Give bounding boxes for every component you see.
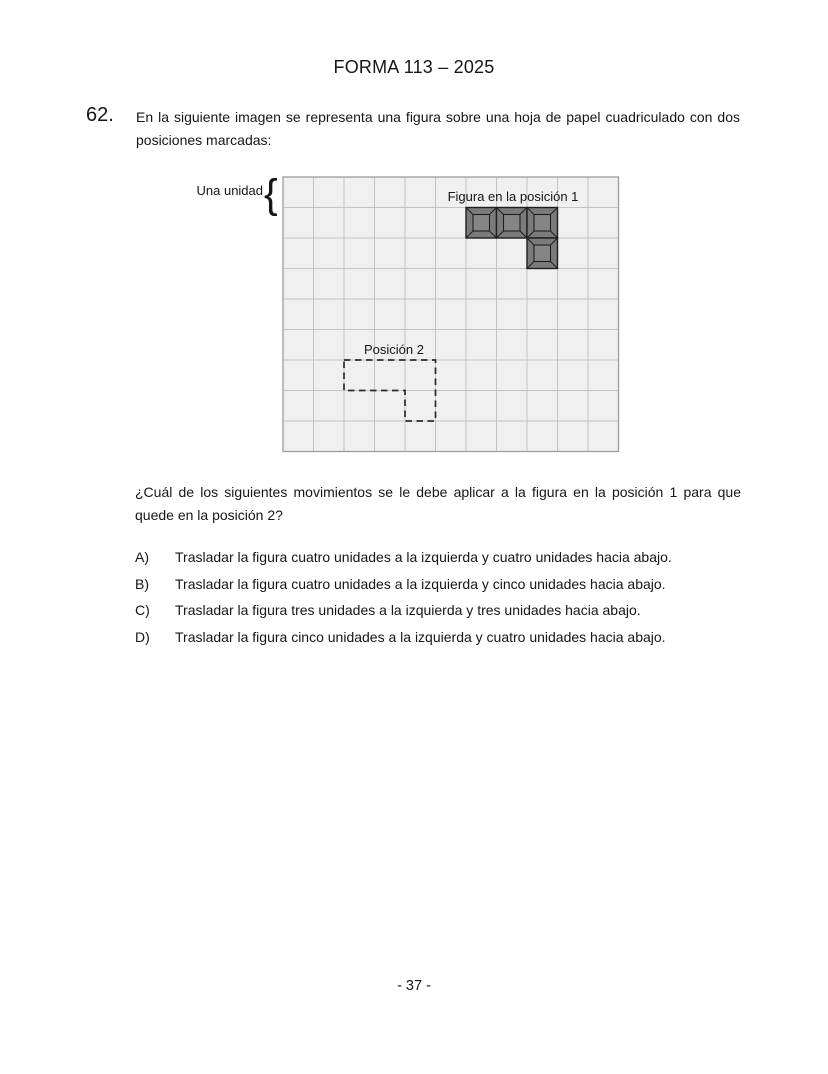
figure-cell-inner bbox=[504, 215, 521, 232]
unit-brace-glyph: { bbox=[264, 170, 278, 217]
option-b-text: Trasladar la figura cuatro unidades a la izquierda y cinco unidades hacia abajo. bbox=[175, 575, 666, 592]
unit-label: Una unidad bbox=[196, 183, 263, 198]
question-prompt: ¿Cuál de los siguientes movimientos se le debe aplicar a la figura en la posición 1 para que quede en la posición 2? bbox=[135, 484, 741, 523]
option-c-text: Trasladar la figura tres unidades a la izquierda y tres unidades hacia abajo. bbox=[175, 602, 641, 618]
option-c bbox=[135, 600, 741, 622]
figure1-label: Figura en la posición 1 bbox=[447, 189, 579, 204]
grid-diagram bbox=[185, 170, 630, 462]
option-a-text: Trasladar la figura cuatro unidades a la izquierda y cuatro unidades hacia abajo. bbox=[175, 549, 672, 565]
page-title: FORMA 113 – 2025 bbox=[333, 57, 495, 77]
option-b bbox=[135, 574, 741, 596]
figure-cell-inner bbox=[473, 215, 490, 232]
grid-background bbox=[283, 177, 619, 452]
option-d-letter: D) bbox=[135, 628, 150, 645]
figure-cell-inner bbox=[534, 245, 551, 262]
option-d-text: Trasladar la figura cinco unidades a la izquierda y cuatro unidades hacia abajo. bbox=[175, 628, 666, 645]
option-b-letter: B) bbox=[135, 575, 149, 592]
page-number: - 37 - bbox=[397, 978, 431, 994]
question-number: 62. bbox=[86, 104, 114, 126]
option-a bbox=[135, 547, 741, 569]
figure-cell-inner bbox=[534, 215, 551, 232]
option-a-letter: A) bbox=[135, 549, 149, 565]
options-list bbox=[135, 547, 741, 653]
question-intro: En la siguiente imagen se representa una figura sobre una hoja de papel cuadriculado con dos posiciones marcadas: bbox=[136, 109, 740, 148]
position2-label: Posición 2 bbox=[364, 342, 424, 357]
option-c-letter: C) bbox=[135, 602, 150, 618]
option-d bbox=[135, 627, 741, 649]
